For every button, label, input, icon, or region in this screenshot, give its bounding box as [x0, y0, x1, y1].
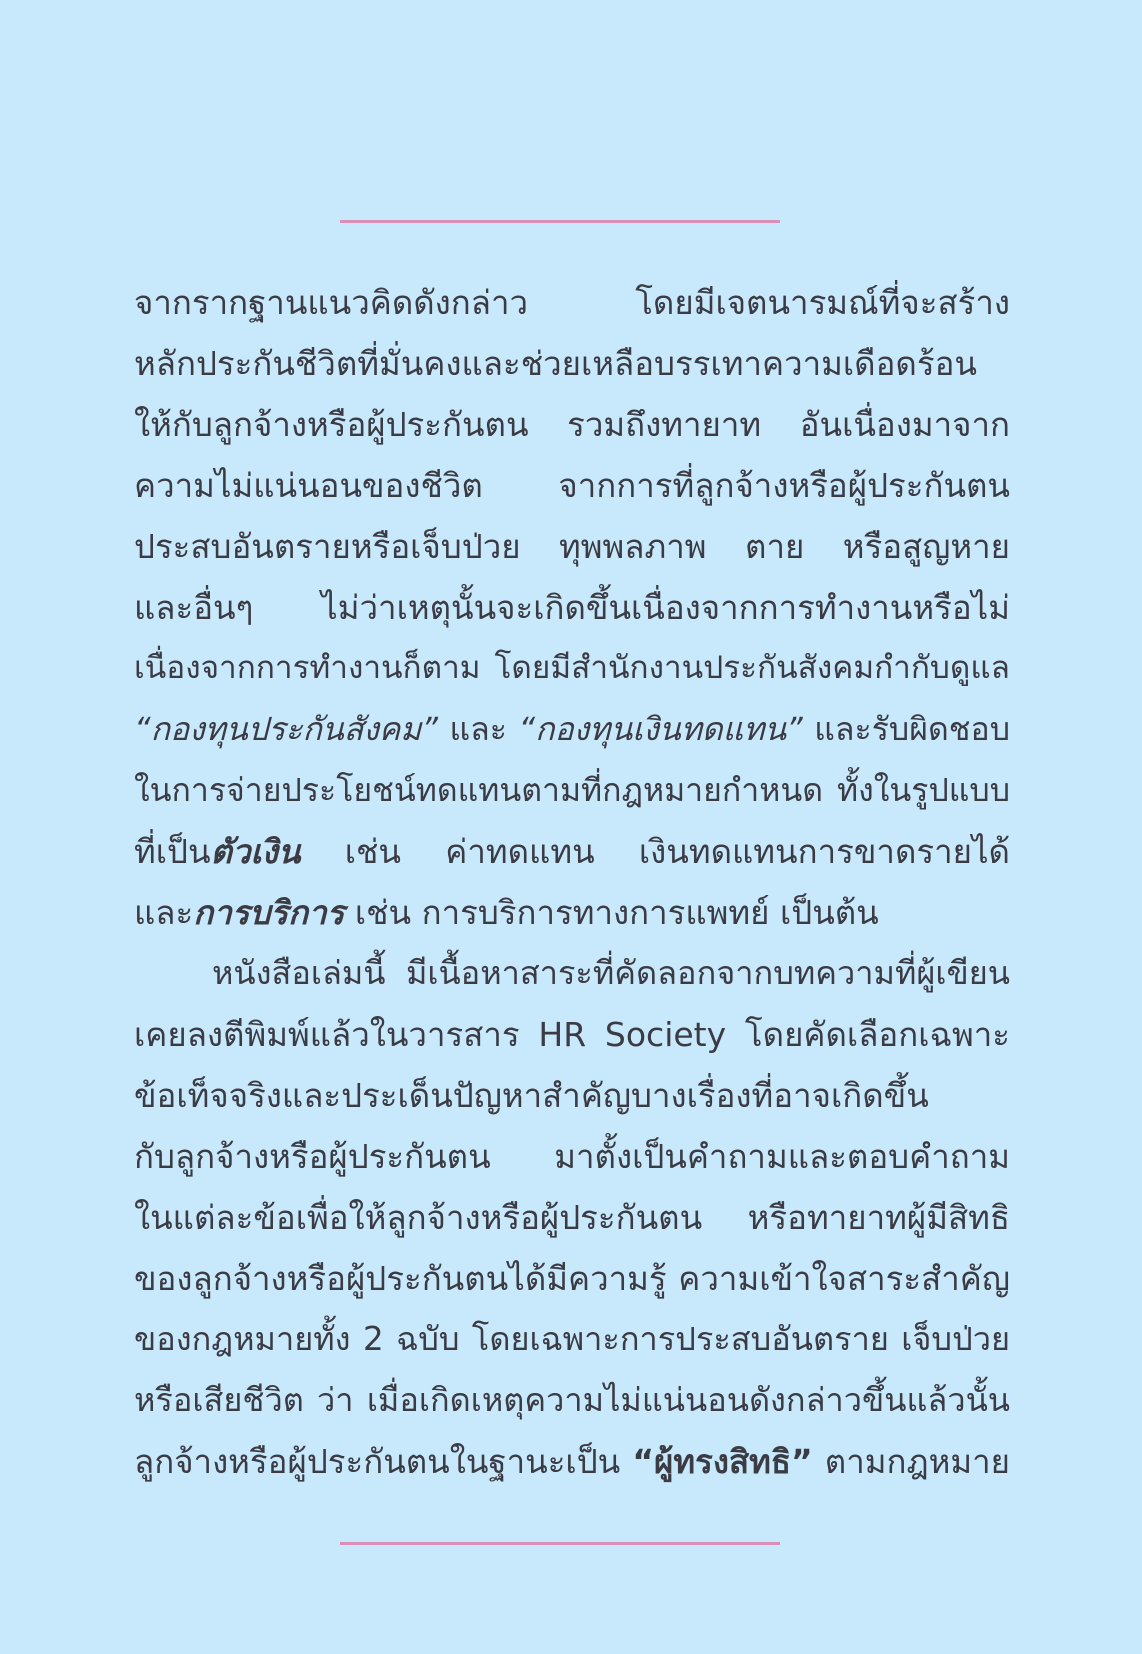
body-text	[134, 272, 1010, 1492]
text-line: เนื่องจากการทำงานก็ตาม โดยมีสำนักงานประกันสังคมกำกับดูแล	[134, 650, 1010, 686]
text-fragment: ตามกฎหมาย	[812, 1442, 1010, 1481]
text-line	[134, 1431, 1010, 1492]
text-fragment: เช่น การบริการทางการแพทย์ เป็นต้น	[344, 893, 879, 932]
text-line	[134, 821, 1010, 882]
paragraph-1	[134, 272, 1010, 943]
text-line: ของลูกจ้างหรือผู้ประกันตนได้มีความรู้ ความเข้าใจสาระสำคัญ	[134, 1259, 1010, 1298]
text-line: หรือเสียชีวิต ว่า เมื่อเกิดเหตุความไม่แน่นอนดังกล่าวขึ้นแล้วนั้น	[134, 1381, 1010, 1419]
paragraph-2	[134, 943, 1010, 1492]
text-fragment: และ	[134, 893, 194, 932]
text-line: ในการจ่ายประโยชน์ทดแทนตามที่กฎหมายกำหนด ทั้งในรูปแบบ	[134, 771, 1010, 809]
emphasis-service: การบริการ	[193, 893, 345, 932]
text-line: เคยลงตีพิมพ์แล้วในวารสาร HR Society โดยคัดเลือกเฉพาะ	[134, 1015, 1010, 1054]
text-fragment: และ	[437, 710, 519, 748]
text-line: ความไม่แน่นอนของชีวิต จากการที่ลูกจ้างหรือผู้ประกันตน	[134, 466, 1010, 505]
fund-name-social-security: “กองทุนประกันสังคม”	[134, 710, 438, 748]
emphasis-rights-holder: “ผู้ทรงสิทธิ”	[632, 1442, 813, 1481]
text-line: ให้กับลูกจ้างหรือผู้ประกันตน รวมถึงทายาท อันเนื่องมาจาก	[134, 405, 1010, 444]
text-line: หลักประกันชีวิตที่มั่นคงและช่วยเหลือบรรเทาความเดือดร้อน	[134, 344, 977, 383]
text-line: ข้อเท็จจริงและประเด็นปัญหาสำคัญบางเรื่องที่อาจเกิดขึ้น	[134, 1076, 929, 1115]
fund-name-compensation: “กองทุนเงินทดแทน”	[518, 710, 803, 748]
text-line: ในแต่ละข้อเพื่อให้ลูกจ้างหรือผู้ประกันตน หรือทายาทผู้มีสิทธิ	[134, 1198, 1010, 1237]
text-line: ของกฎหมายทั้ง 2 ฉบับ โดยเฉพาะการประสบอันตราย เจ็บป่วย	[134, 1320, 1010, 1358]
text-line: จากรากฐานแนวคิดดังกล่าว โดยมีเจตนารมณ์ที่จะสร้าง	[134, 283, 1010, 322]
text-fragment: ลูกจ้างหรือผู้ประกันตนในฐานะเป็น	[134, 1442, 633, 1481]
text-fragment: ที่เป็น	[134, 832, 211, 871]
text-fragment: และรับผิดชอบ	[802, 710, 1010, 748]
emphasis-cash: ตัวเงิน	[210, 832, 301, 871]
text-line	[134, 699, 1010, 760]
top-divider	[340, 220, 780, 223]
text-line: หนังสือเล่มนี้ มีเนื้อหาสาระที่คัดลอกจากบทความที่ผู้เขียน	[212, 954, 1010, 992]
text-line: และอื่นๆ ไม่ว่าเหตุนั้นจะเกิดขึ้นเนื่องจากการทำงานหรือไม่	[134, 588, 1010, 627]
text-line: ประสบอันตรายหรือเจ็บป่วย ทุพพลภาพ ตาย หรือสูญหาย	[134, 527, 1010, 566]
text-line: กับลูกจ้างหรือผู้ประกันตน มาตั้งเป็นคำถามและตอบคำถาม	[134, 1137, 1010, 1176]
text-line	[134, 882, 1010, 943]
text-fragment: เช่น ค่าทดแทน เงินทดแทนการขาดรายได้	[300, 832, 1010, 871]
bottom-divider	[340, 1542, 780, 1545]
